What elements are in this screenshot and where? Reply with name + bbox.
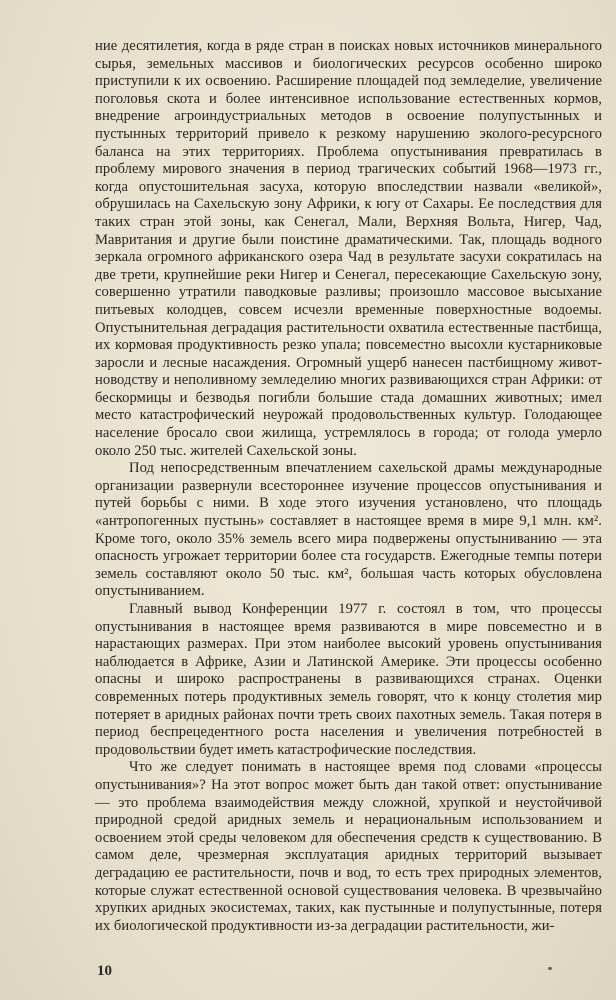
body-text xyxy=(95,38,602,935)
paragraph-sahel-study: Под непосредственным впечатлением сахельской драмы международные организации развернули всестороннее изучение процессов опустынивания и путей борьбы с ними. В ходе этого изучения установлено, что площадь «антропогенных пустынь» составляет в настоящее время в мире 9,1 млн. км². Кроме того, около 35% земель всего мира подвержены опустыниванию — эта опасность угрожает территории более ста государств. Ежегодные темпы потери земель составляют около 50 тыс. км², большая часть которых обусловлена опустыниванием. xyxy=(95,460,602,600)
page-number: 10 xyxy=(97,963,112,979)
paragraph-continued: ние десятилетия, когда в ряде стран в поисках новых источников минерального сырья, земельных массивов и биологических ресурсов особенно широко приступили к их освоению. Расширение площадей под земледелие, увеличение поголовья скота и более интенсивное использование естественных кормов, внедрение агроиндустриальных методов в освоение полупустынных и пустынных территорий привело к резкому нарушению эколого-ресурсного баланса на этих территориях. Проблема опустынивания превратилась в проблему мирового значения в период трагических событий 1968—1973 гг., когда опустошительная засуха, которую впоследствии назвали «великой», обрушилась на Сахельскую зону Африки, к югу от Сахары. Ее последствия для таких стран этой зоны, как Сенегал, Мали, Верхняя Вольта, Нигер, Чад, Мавритания и другие были поистине драматическими. Так, площадь водного зеркала огромного африканского озера Чад в результате засухи сократилась на две трети, крупнейшие реки Нигер и Сенегал, пересекающие Сахельскую зону, совершенно утратили паводковые разливы; произошло массовое высыхание питьевых колодцев, совсем исчезли временные поверхностные водоемы. Опустынительная деградация растительности охватила естественные пастбища, их кормовая продуктивность резко упала; повсеместно высохли кустарниковые заросли и лесные насаждения. Огромный ущерб нанесен пастбищному животноводству и неполивному земледелию многих развивающихся стран Африки: от бескормицы и безводья погибли большие стада домашних животных; имел место катастрофический неурожай продовольственных культур. Голодающее население бросало свои жилища, устремлялось в города; от голода умерло около 250 тыс. жителей Сахельской зоны. xyxy=(95,38,602,459)
paragraph-conference-conclusion: Главный вывод Конференции 1977 г. состоял в том, что процессы опустынивания в настоящее время развиваются в мире повсеместно и в нарастающих размерах. При этом наиболее высокий уровень опустынивания наблюдается в Африке, Азии и Латинской Америке. Эти процессы особенно опасны и широко распространены в развивающихся странах. Оценки современных потерь продуктивных земель говорят, что к концу столетия мир потеряет в аридных районах почти треть своих пахотных земель. Такая потеря в период беспрецедентного роста населения и увеличения потребностей в продовольствии будет иметь катастрофические последствия. xyxy=(95,601,602,758)
print-speck xyxy=(548,967,552,970)
paragraph-desertification-definition: Что же следует понимать в настоящее время под словами «процессы опустынивания»? На этот вопрос может быть дан такой ответ: опустынивание — это проблема взаимодействия между сложной, хрупкой и неустойчивой природной средой аридных земель и нерациональным использованием и освоением этой среды человеком для обеспечения средств к существованию. В самом деле, чрезмерная эксплуатация аридных территорий вызывает деградацию ее растительности, почв и вод, то есть трех природных элементов, которые служат естественной основой существования человека. В чрезвычайно хрупких аридных экосистемах, таких, как пустынные и полупустынные, потеря их биологической продуктивности из-за деградации растительности, жи- xyxy=(95,759,602,934)
